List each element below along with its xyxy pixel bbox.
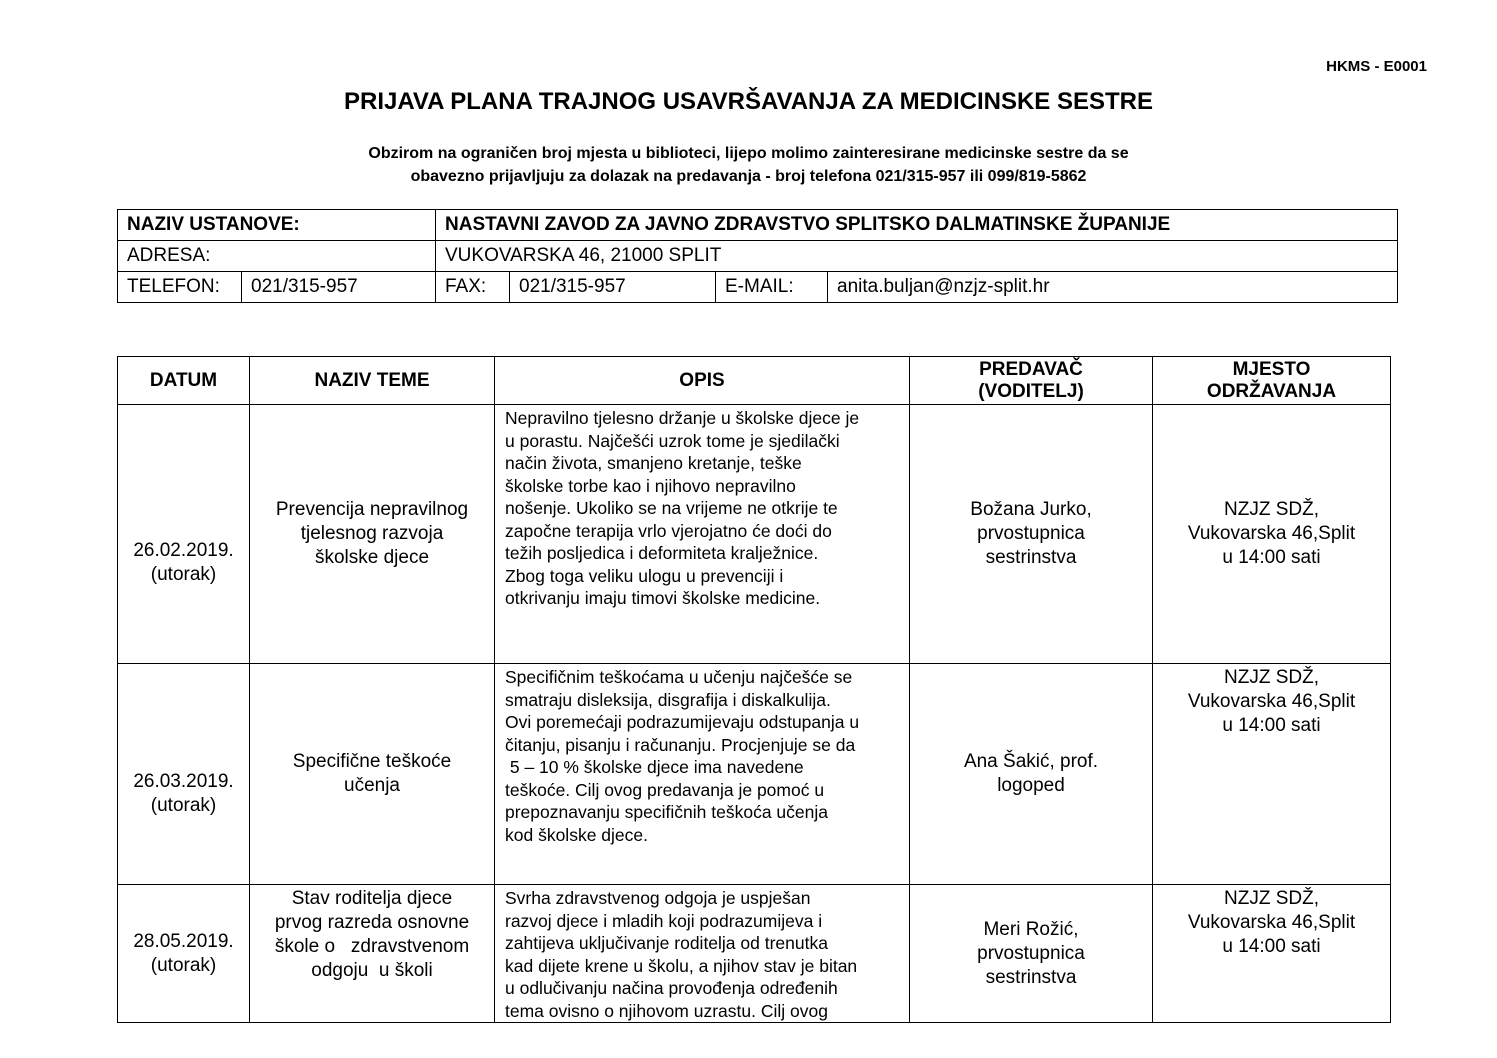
topic-cell <box>250 885 495 1023</box>
description-line: u porastu. Najčešći uzrok tome je sjedilački <box>505 430 840 451</box>
header-tema: NAZIV TEME <box>250 357 495 405</box>
description-line: otkrivanju imaju timovi školske medicine. <box>505 588 821 608</box>
description-line: započne terapija vrlo vjerojatno će doći do <box>505 520 832 541</box>
institution-table <box>117 209 1398 303</box>
description-line: školske torbe kao i njihovo nepravilno <box>505 475 796 496</box>
header-mjesto <box>1153 357 1391 405</box>
lecturer-line: Meri Rožić, <box>983 918 1079 940</box>
topic-cell <box>250 405 495 664</box>
education-plan-table <box>117 356 1391 1023</box>
topic-line: Specifične teškoće <box>292 751 452 772</box>
description-line: težih posljedica i deformiteta kralježnice. <box>505 543 819 563</box>
location-line: u 14:00 sati <box>1222 547 1321 568</box>
phone-value: 021/315-957 <box>242 272 436 303</box>
description-line: Ovi poremećaji podrazumijevaju odstupanja u <box>505 712 860 732</box>
topic-cell <box>250 664 495 885</box>
description-line: razvoj djece i mladih koji podrazumijeva i <box>505 910 823 931</box>
description-line: u odlučivanju načina provođenja određenih <box>505 978 838 998</box>
description-line: nošenje. Ukoliko se na vrijeme ne otkrije te <box>505 498 838 518</box>
weekday: (utorak) <box>150 954 217 976</box>
description-line: zahtijeva uključivanje roditelja od trenutka <box>505 933 828 953</box>
topic-line: učenja <box>344 775 400 796</box>
location-line: NZJZ SDŽ, <box>1224 667 1319 688</box>
description-cell <box>495 405 910 664</box>
location-line: Vukovarska 46,Split <box>1187 691 1356 712</box>
lecturer-line: logoped <box>997 775 1065 796</box>
description-line: Nepravilno tjelesno držanje u školske djece je <box>505 408 860 428</box>
lecturer-line: prvostupnica <box>977 942 1085 964</box>
lecturer-line: prvostupnica <box>977 523 1085 544</box>
location-line: u 14:00 sati <box>1222 936 1321 957</box>
topic-line: odgoju u školi <box>311 960 433 981</box>
topic-line: prvog razreda osnovne <box>274 912 470 933</box>
header-predavac-line-1: PREDAVAČ <box>979 358 1083 380</box>
date-cell <box>118 405 250 664</box>
lecturer-line: Ana Šakić, prof. <box>963 751 1099 772</box>
topic-line: tjelesnog razvoja <box>300 523 444 544</box>
phone-label: TELEFON: <box>118 272 242 303</box>
topic-line: školske djece <box>314 547 430 568</box>
lecturer-line: Božana Jurko, <box>970 499 1092 520</box>
weekday: (utorak) <box>150 564 217 585</box>
topic-line: Stav roditelja djece <box>291 888 453 909</box>
table-row <box>118 664 1391 885</box>
lecturer-line: sestrinstva <box>985 966 1077 988</box>
location-cell <box>1153 664 1391 885</box>
header-mjesto-line-2: ODRŽAVANJA <box>1206 380 1337 402</box>
description-cell <box>495 664 910 885</box>
date: 28.05.2019. <box>133 930 234 952</box>
lecturer-line: sestrinstva <box>985 547 1077 568</box>
header-mjesto-line-1: MJESTO <box>1232 358 1311 380</box>
header-opis: OPIS <box>495 357 910 405</box>
description-line: tema ovisno o njihovom uzrastu. Cilj ovog <box>505 1000 828 1021</box>
location-line: NZJZ SDŽ, <box>1224 888 1319 909</box>
notice-text <box>0 142 1497 188</box>
lecturer-cell <box>910 664 1153 885</box>
description-line: način života, smanjeno kretanje, teške <box>505 453 802 473</box>
description-line: smatraju disleksija, disgrafija i diskalkulija. <box>505 689 831 710</box>
notice-line-1: Obzirom na ograničen broj mjesta u biblioteci, lijepo molimo zainteresirane medicinske sestre da se <box>368 145 1129 162</box>
description-line: Svrha zdravstvenog odgoja je uspješan <box>505 888 811 908</box>
institution-name-label: NAZIV USTANOVE: <box>118 210 436 241</box>
location-line: u 14:00 sati <box>1222 715 1321 736</box>
weekday: (utorak) <box>150 795 217 816</box>
table-header-row <box>118 357 1391 405</box>
topic-line: škole o zdravstvenom <box>274 936 470 957</box>
document-title: PRIJAVA PLANA TRAJNOG USAVRŠAVANJA ZA MEDICINSKE SESTRE <box>344 88 1153 115</box>
date: 26.03.2019. <box>133 771 234 792</box>
document-code: HKMS - E0001 <box>1326 58 1427 75</box>
email-label: E-MAIL: <box>716 272 828 303</box>
lecturer-cell <box>910 405 1153 664</box>
header-predavac-line-2: (VODITELJ) <box>978 380 1084 402</box>
location-cell <box>1153 405 1391 664</box>
description-line: kod školske djece. <box>505 824 648 845</box>
address-label: ADRESA: <box>118 241 436 272</box>
topic-line: Prevencija nepravilnog <box>275 499 469 520</box>
date-cell <box>118 664 250 885</box>
date-cell <box>118 885 250 1023</box>
location-line: Vukovarska 46,Split <box>1187 912 1356 933</box>
description-line: Specifičnim teškoćama u učenju najčešće se <box>505 667 853 687</box>
fax-label: FAX: <box>436 272 510 303</box>
date: 26.02.2019. <box>133 540 234 561</box>
lecturer-cell <box>910 885 1153 1023</box>
header-datum: DATUM <box>118 357 250 405</box>
institution-name-value: NASTAVNI ZAVOD ZA JAVNO ZDRAVSTVO SPLITSKO DALMATINSKE ŽUPANIJE <box>436 210 1398 241</box>
location-line: NZJZ SDŽ, <box>1224 499 1319 520</box>
description-cell <box>495 885 910 1023</box>
address-value: VUKOVARSKA 46, 21000 SPLIT <box>436 241 1398 272</box>
location-cell <box>1153 885 1391 1023</box>
location-line: Vukovarska 46,Split <box>1187 523 1356 544</box>
description-line: kad dijete krene u školu, a njihov stav je bitan <box>505 955 858 976</box>
header-predavac <box>910 357 1153 405</box>
notice-line-2: obavezno prijavljuju za dolazak na predavanja - broj telefona 021/315-957 ili 099/819-5862 <box>410 168 1087 185</box>
description-line: teškoće. Cilj ovog predavanja je pomoć u <box>505 779 825 800</box>
description-line: 5 – 10 % školske djece ima navedene <box>505 757 804 777</box>
table-row <box>118 405 1391 664</box>
table-row <box>118 885 1391 1023</box>
description-line: prepoznavanju specifičnih teškoća učenja <box>505 802 828 822</box>
description-line: Zbog toga veliku ulogu u prevenciji i <box>505 565 784 586</box>
fax-value: 021/315-957 <box>510 272 716 303</box>
email-value: anita.buljan@nzjz-split.hr <box>828 272 1398 303</box>
description-line: čitanju, pisanju i računanju. Procjenjuje se da <box>505 734 856 755</box>
